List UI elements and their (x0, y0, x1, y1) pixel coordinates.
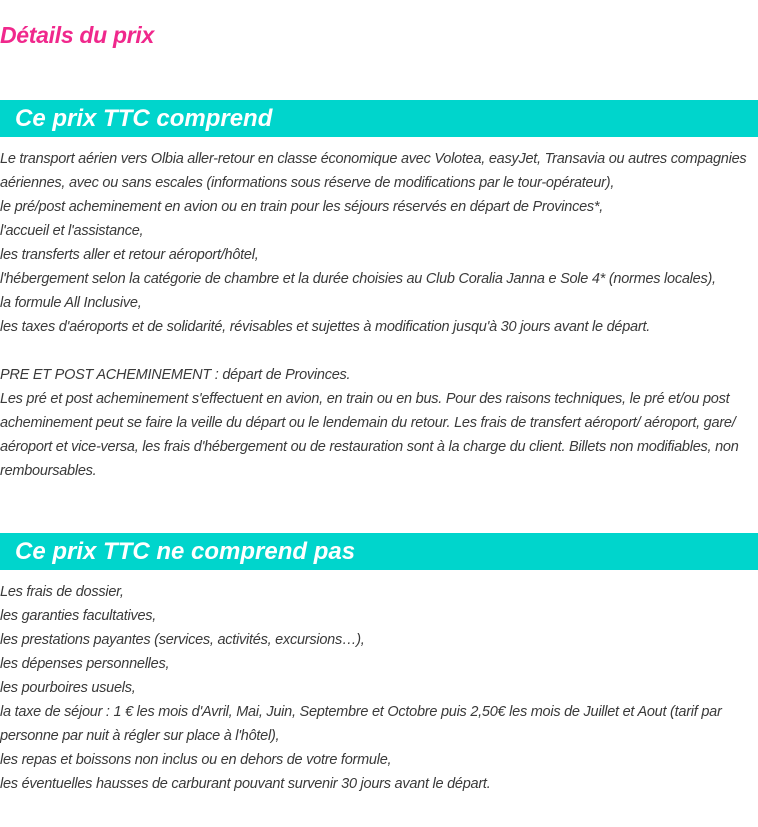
transport-note-line: PRE ET POST ACHEMINEMENT : départ de Provinces. (0, 367, 351, 383)
excluded-line: les dépenses personnelles, (0, 656, 170, 672)
transport-note-line: remboursables. (0, 463, 97, 479)
transport-note-line: aéroport et vice-versa, les frais d'hébergement ou de restauration sont à la charge du client. Billets non modifiables, non (0, 439, 739, 455)
included-line: l'hébergement selon la catégorie de chambre et la durée choisies au Club Coralia Janna e Sole 4* (normes locales), (0, 271, 716, 287)
excluded-section-header: Ce prix TTC ne comprend pas (0, 533, 758, 570)
excluded-line: les garanties facultatives, (0, 608, 157, 624)
page-title: Détails du prix (0, 22, 154, 48)
excluded-line: les prestations payantes (services, activités, excursions…), (0, 632, 365, 648)
included-line: Le transport aérien vers Olbia aller-retour en classe économique avec Volotea, easyJet, Transavia ou autres compagnies (0, 151, 747, 167)
included-text (0, 147, 758, 483)
included-line: les transferts aller et retour aéroport/hôtel, (0, 247, 259, 263)
included-line: l'accueil et l'assistance, (0, 223, 144, 239)
excluded-line: la taxe de séjour : 1 € les mois d'Avril, Mai, Juin, Septembre et Octobre puis 2,50€ les mois de Juillet et Aout (tarif par (0, 704, 722, 720)
excluded-line: Les frais de dossier, (0, 584, 124, 600)
excluded-line: les repas et boissons non inclus ou en dehors de votre formule, (0, 752, 392, 768)
included-line: aériennes, avec ou sans escales (informations sous réserve de modifications par le tour-opérateur), (0, 175, 615, 191)
excluded-line: les pourboires usuels, (0, 680, 136, 696)
included-section-header: Ce prix TTC comprend (0, 100, 758, 137)
excluded-line: les éventuelles hausses de carburant pouvant survenir 30 jours avant le départ. (0, 776, 491, 792)
transport-note-line: Les pré et post acheminement s'effectuent en avion, en train ou en bus. Pour des raisons techniques, le pré et/ou post (0, 391, 730, 407)
included-line: les taxes d'aéroports et de solidarité, révisables et sujettes à modification jusqu'à 30 jours avant le départ. (0, 319, 650, 335)
included-line: la formule All Inclusive, (0, 295, 142, 311)
excluded-line: personne par nuit à régler sur place à l'hôtel), (0, 728, 280, 744)
paragraph-gap (0, 339, 758, 363)
transport-note-line: acheminement peut se faire la veille du départ ou le lendemain du retour. Les frais de transfert aéroport/ aéroport, gare/ (0, 415, 736, 431)
excluded-text (0, 580, 758, 796)
included-line: le pré/post acheminement en avion ou en train pour les séjours réservés en départ de Provinces*, (0, 199, 604, 215)
